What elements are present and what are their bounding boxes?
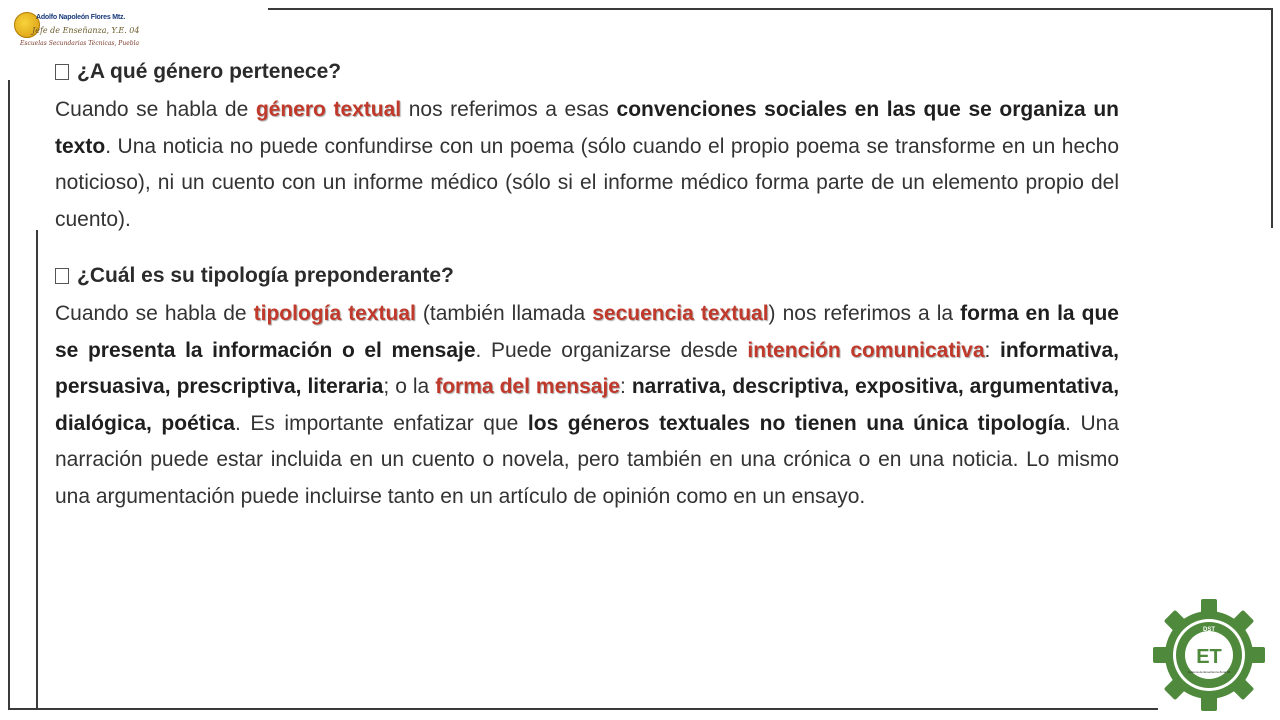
- text-run: (también llamada: [415, 302, 593, 325]
- gear-logo-bottom-text: Jefatura de Enseñanza Zona 04: [1187, 670, 1231, 674]
- text-run: . Una noticia no puede confundirse con un poema (sólo cuando el propio poema se transforme en un hecho noticioso), ni un cuento con un informe médico (sólo si el informe médico forma parte de un elemento propio del cuento).: [55, 134, 1119, 231]
- slide-content: [55, 52, 1119, 515]
- text-run: . Es importante enfatizar que: [234, 411, 528, 435]
- text-run: nos referimos a esas: [401, 98, 617, 121]
- emphasis-run: informativa, persuasiva, prescriptiva, literaria: [55, 338, 1120, 398]
- bullet-icon: [55, 268, 69, 284]
- keyword-genero-textual: género textual: [255, 98, 402, 121]
- author-logo-name: Adolfo Napoleón Flores Mtz.: [36, 14, 126, 21]
- frame-right-line: [1271, 8, 1273, 228]
- bullet-icon: [55, 64, 69, 80]
- frame-bottom-line: [8, 708, 1158, 710]
- paragraph-tipologia: [55, 296, 1119, 515]
- text-run: . Una narración puede estar incluida en un cuento o novela, pero también en una crónica o en una noticia. Lo mismo una argumentación puede incluirse tanto en un artículo de opinión como en un ensayo.: [55, 411, 1119, 508]
- author-logo-subtitle: Escuelas Secundarias Técnicas, Puebla: [20, 40, 140, 47]
- heading-text: ¿A qué género pertenece?: [77, 60, 342, 83]
- frame-inner-left-line: [36, 230, 38, 710]
- emphasis-run: narrativa, descriptiva, expositiva, argumentativa, dialógica, poética: [55, 375, 1120, 435]
- school-gear-logo: [1152, 598, 1266, 712]
- keyword-secuencia-textual: secuencia textual: [592, 302, 769, 325]
- author-logo-title: Jefe de Enseñanza, Y.E. 04: [32, 26, 140, 35]
- author-logo: [14, 10, 140, 54]
- gear-icon: [1152, 598, 1266, 712]
- emphasis-run: convenciones sociales en las que se organiza un texto: [55, 98, 1119, 158]
- text-run: Cuando se habla de: [55, 98, 256, 121]
- text-run: :: [984, 338, 1000, 362]
- emphasis-run: los géneros textuales no tienen una única tipología: [527, 411, 1066, 435]
- heading-text: ¿Cuál es su tipología preponderante?: [77, 264, 454, 287]
- frame-left-line: [8, 80, 10, 710]
- paragraph-genero: [55, 92, 1119, 238]
- gear-logo-monogram: ET: [1196, 646, 1222, 668]
- text-run: . Puede organizarse desde: [475, 338, 748, 362]
- text-run: :: [619, 375, 632, 398]
- gear-logo-top-text: DST: [1203, 627, 1215, 633]
- emphasis-run: forma en la que se presenta la información o el mensaje: [55, 302, 1119, 362]
- keyword-forma-del-mensaje: forma del mensaje: [435, 375, 620, 398]
- section-heading-genero: [55, 52, 1119, 92]
- section-heading-tipologia: [55, 256, 1119, 296]
- frame-top-line: [268, 8, 1273, 10]
- keyword-tipologia-textual: tipología textual: [253, 302, 416, 325]
- text-run: Cuando se habla de: [55, 302, 254, 325]
- text-run: ) nos referimos a la: [768, 302, 961, 325]
- keyword-intencion-comunicativa: intención comunicativa: [747, 338, 985, 362]
- text-run: ; o la: [383, 375, 436, 398]
